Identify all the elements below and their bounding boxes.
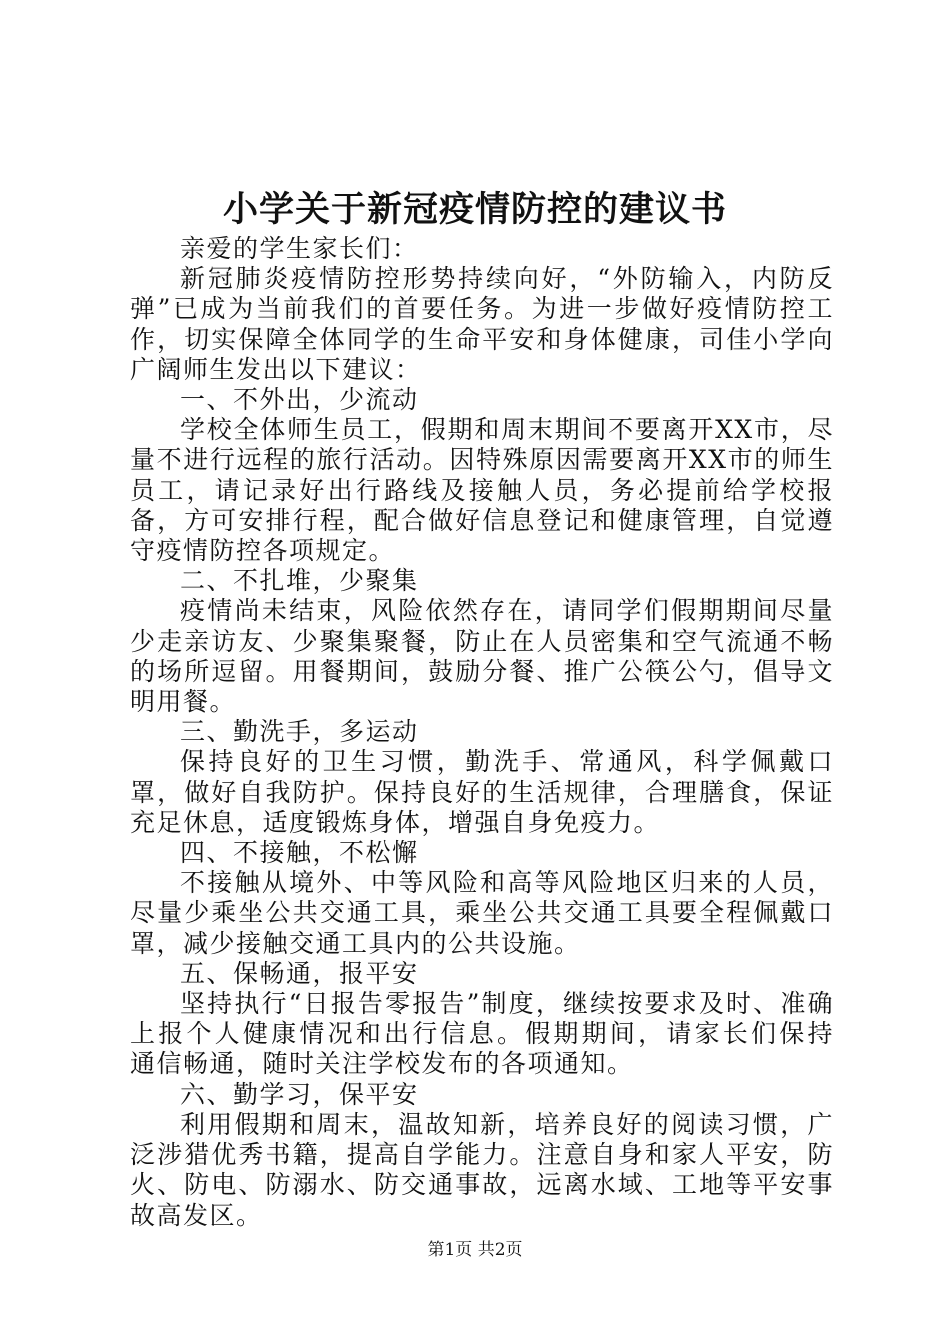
section-heading: 五、保畅通，报平安	[180, 958, 419, 988]
section-paragraph: 保持良好的卫生习惯，勤洗手、常通风，科学佩戴口罩，做好自我防护。保持良好的生活规律，合理膳食，保证充足休息，适度锻炼身体，增强自身免疫力。	[130, 747, 834, 837]
section-paragraph: 疫情尚未结束，风险依然存在，请同学们假期期间尽量少走亲访友、少聚集聚餐，防止在人员密集和空气流通不畅的场所逗留。用餐期间，鼓励分餐、推广公筷公勺，倡导文明用餐。	[130, 596, 834, 717]
section-heading: 六、勤学习，保平安	[180, 1079, 419, 1109]
section-heading: 三、勤洗手，多运动	[180, 717, 419, 747]
section-paragraph: 不接触从境外、中等风险和高等风险地区归来的人员，尽量少乘坐公共交通工具，乘坐公共交通工具要全程佩戴口罩，减少接触交通工具内的公共设施。	[130, 868, 834, 958]
section-heading: 二、不扎堆，少聚集	[180, 566, 419, 596]
document-body	[130, 234, 861, 1231]
section-heading: 四、不接触，不松懈	[180, 838, 419, 868]
section-paragraph: 坚持执行“日报告零报告”制度，继续按要求及时、准确上报个人健康情况和出行信息。假期期间，请家长们保持 通信畅通，随时关注学校发布的各项通知。	[130, 989, 861, 1079]
salutation: 亲爱的学生家长们：	[180, 234, 419, 263]
section-paragraph: 利用假期和周末，温故知新，培养良好的阅读习惯，广泛涉猎优秀书籍，提高自学能力。注意自身和家人平安，防火、防电、防溺水、防交通事故，远离水域、工地等平安事故高发区。	[130, 1109, 834, 1230]
page-number: 第1页 共2页	[427, 1240, 523, 1260]
intro-paragraph: 新冠肺炎疫情防控形势持续向好，“外防输入，内防反弹”已成为当前我们的首要任务。为进一步做好疫情防控工作，切实保障全体同学的生命平安和身体健康，司佳小学向广阔师生发出以下建议：	[130, 264, 834, 384]
document-title: 小学关于新冠疫情防控的建议书	[222, 189, 727, 230]
section-heading: 一、不外出，少流动	[180, 385, 419, 415]
section-paragraph: 学校全体师生员工，假期和周末期间不要离开XX市，尽量不进行远程的旅行活动。因特殊原因需要离开XX市的师生员工，请记录好出行路线及接触人员，务必提前给学校报备，方可安排行程，配合做好信息登记和健康管理，自觉遵守疫情防控各项规定。	[130, 415, 834, 566]
